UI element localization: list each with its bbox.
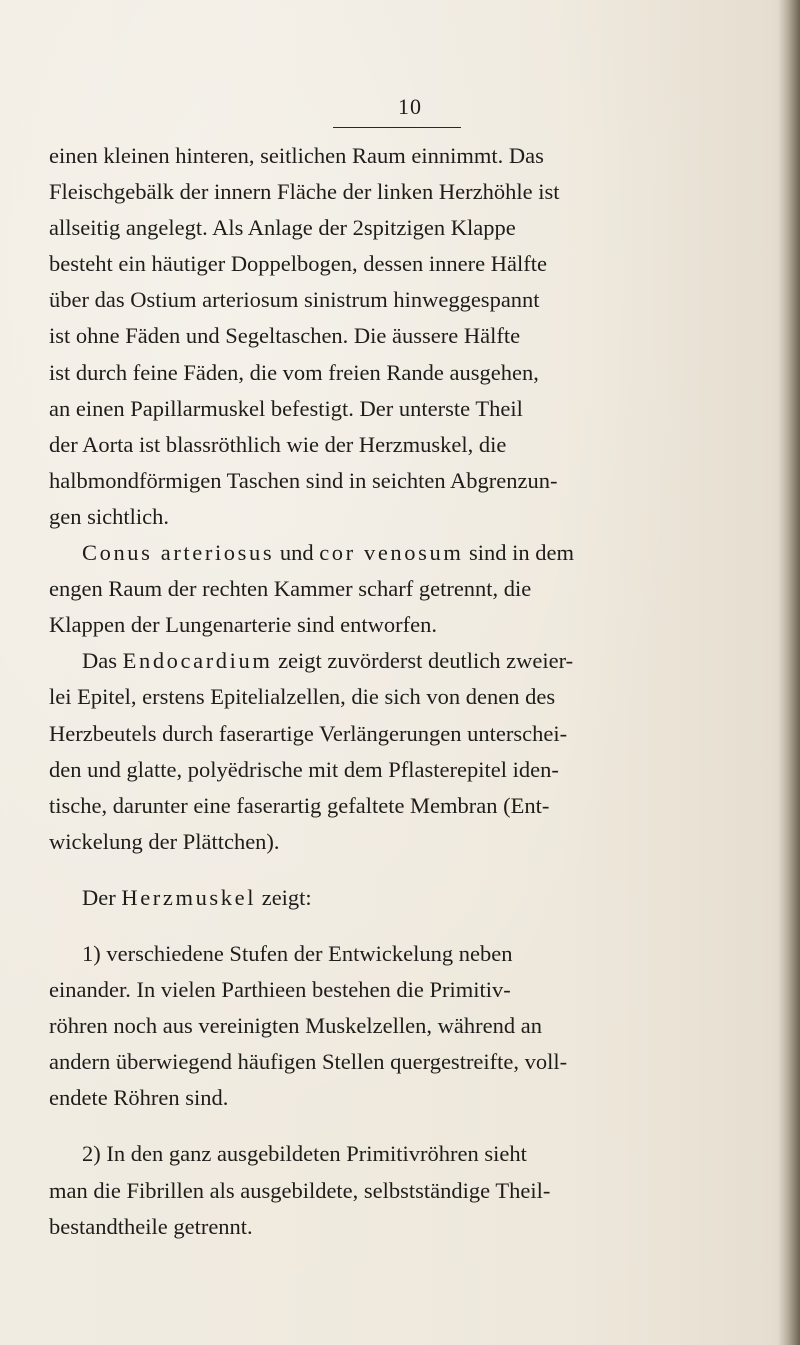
text-line: über das Ostium arteriosum sinistrum hinweggespannt [49, 287, 540, 313]
paragraph-gap [49, 1116, 735, 1136]
text-line: endete Röhren sind. [49, 1085, 229, 1111]
paragraph-4 [49, 880, 735, 916]
text-line [49, 880, 735, 916]
page-edge-shadow [778, 0, 800, 1345]
text-line: röhren noch aus vereinigten Muskelzellen, während an [49, 1013, 542, 1039]
text-line: besteht ein häutiger Doppelbogen, dessen innere Hälfte [49, 251, 547, 277]
text-line [49, 643, 735, 679]
text-line [49, 535, 735, 571]
text-line: ist durch feine Fäden, die vom freien Rande ausgehen, [49, 359, 539, 385]
text-line: tische, darunter eine faserartig gefaltete Membran (Ent- [49, 792, 550, 818]
spaced-term: cor venosum [319, 540, 464, 566]
text-fragment: zeigt zuvörderst deutlich zweier- [272, 648, 574, 674]
paragraph-3 [49, 643, 735, 860]
paragraph-2 [49, 535, 735, 643]
text-line: einander. In vielen Parthieen bestehen die Primitiv- [49, 977, 511, 1003]
text-line: Fleischgebälk der innern Fläche der linken Herzhöhle ist [49, 179, 560, 205]
text-line: man die Fibrillen als ausgebildete, selbstständige Theil- [49, 1177, 551, 1203]
page-number-rule [333, 127, 461, 128]
text-line: bestandtheile getrennt. [49, 1213, 253, 1239]
text-fragment: und [274, 540, 320, 566]
text-line: engen Raum der rechten Kammer scharf getrennt, die [49, 576, 532, 602]
spaced-term: Conus arteriosus [82, 540, 275, 566]
text-line: Herzbeutels durch faserartige Verlängerungen unterschei- [49, 720, 568, 746]
text-line: Klappen der Lungenarterie sind entworfen. [49, 612, 437, 638]
text-fragment: Der [82, 884, 122, 910]
paragraph-gap [49, 916, 735, 936]
text-line: der Aorta ist blassröthlich wie der Herzmuskel, die [49, 431, 507, 457]
page-number: 10 [398, 94, 422, 119]
text-fragment: Das [82, 648, 123, 674]
text-fragment: zeigt: [256, 884, 312, 910]
text-line: den und glatte, polyëdrische mit dem Pflasterepitel iden- [49, 756, 559, 782]
text-line: allseitig angelegt. Als Anlage der 2spitzigen Klappe [49, 215, 516, 241]
spaced-term: Herzmuskel [121, 884, 257, 910]
text-line: 1) verschiedene Stufen der Entwickelung neben [82, 940, 513, 966]
text-line: lei Epitel, erstens Epitelialzellen, die sich von denen des [49, 684, 556, 710]
list-item-1 [49, 936, 735, 1116]
paragraph-1 [49, 138, 735, 535]
text-line: halbmondförmigen Taschen sind in seichten Abgrenzun- [49, 467, 558, 493]
text-line: 2) In den ganz ausgebildeten Primitivröhren sieht [82, 1141, 527, 1167]
text-line: ist ohne Fäden und Segeltaschen. Die äussere Hälfte [49, 323, 521, 349]
text-line: gen sichtlich. [49, 503, 169, 529]
list-item-2 [49, 1136, 735, 1244]
spaced-term: Endocardium [122, 648, 273, 674]
text-line: einen kleinen hinteren, seitlichen Raum einnimmt. Das [49, 143, 544, 168]
body-text [49, 138, 735, 1245]
text-line: andern überwiegend häufigen Stellen quergestreifte, voll- [49, 1049, 568, 1075]
text-line: an einen Papillarmuskel befestigt. Der unterste Theil [49, 395, 523, 421]
text-line: wickelung der Plättchen). [49, 828, 280, 854]
text-fragment: sind in dem [463, 540, 575, 566]
paragraph-gap [49, 860, 735, 880]
